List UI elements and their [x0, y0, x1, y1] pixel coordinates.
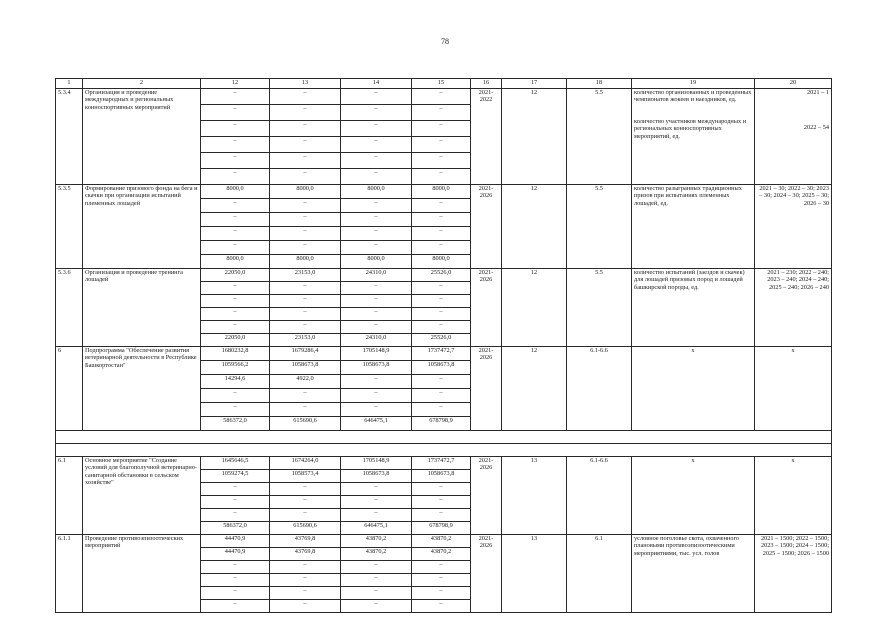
program-table [55, 78, 832, 613]
target-value: 2022 – 54 [803, 124, 829, 132]
measure-name: Формирование призового фонда на бега и скачки при организации испытаний племенных лошадей [83, 185, 201, 269]
indicator-cell [632, 347, 755, 431]
indicator-cell [632, 535, 755, 613]
value-cell: – [412, 282, 471, 295]
value-cell: 22050,0 [201, 334, 270, 347]
col17-cell: 12 [502, 269, 567, 347]
indicator-text: количество разыгранных традиционных призов при испытаниях племенных лошадей, ед. [634, 185, 742, 207]
value-cell: – [412, 121, 471, 137]
value-cell: 1705148,9 [341, 347, 412, 361]
value-cell: – [201, 403, 270, 417]
value-cell: – [341, 375, 412, 389]
table-row [56, 347, 832, 361]
table-row [56, 457, 832, 470]
value-cell: – [341, 199, 412, 213]
target-value: 2021 – 1500; 2022 – 1500; 2023 – 1500; 2024 – 1500; 2025 – 1500; 2026 – 1500 [760, 535, 829, 557]
value-cell: – [341, 213, 412, 227]
row-number: 6.1 [56, 457, 83, 535]
value-cell: – [341, 496, 412, 509]
value-cell: – [412, 561, 471, 574]
value-cell: – [341, 308, 412, 321]
value-cell: 1059274,5 [201, 470, 270, 483]
value-cell: – [341, 483, 412, 496]
value-cell: 23153,0 [270, 269, 341, 282]
value-cell: 1058673,8 [412, 361, 471, 375]
value-cell: – [341, 137, 412, 153]
separator-row [56, 444, 832, 457]
value-cell: 646475,1 [341, 522, 412, 535]
value-cell: – [201, 483, 270, 496]
value-cell: – [201, 574, 270, 587]
indicator-text: x [691, 347, 695, 354]
value-cell: – [270, 121, 341, 137]
value-cell: – [270, 282, 341, 295]
value-cell: – [270, 105, 341, 121]
value-cell: 8000,0 [341, 185, 412, 199]
col-header: 13 [270, 79, 341, 89]
col18-cell: 6.1-6.6 [567, 347, 632, 431]
value-cell: 1058673,8 [412, 470, 471, 483]
value-cell: – [341, 227, 412, 241]
value-cell: – [341, 574, 412, 587]
indicator-text: количество испытаний (заездов и скачек) для лошадей призовых пород и лошадей башкирской породы, ед. [634, 269, 745, 291]
value-cell: 1737472,7 [412, 347, 471, 361]
value-cell: 43870,2 [412, 548, 471, 561]
value-cell: – [201, 105, 270, 121]
value-cell: 586372,0 [201, 522, 270, 535]
value-cell: – [412, 227, 471, 241]
value-cell: – [341, 403, 412, 417]
value-cell: – [341, 509, 412, 522]
value-cell: – [201, 241, 270, 255]
value-cell: – [270, 587, 341, 600]
period-cell: 2021-2026 [471, 535, 502, 613]
value-cell: 43870,2 [412, 535, 471, 548]
value-cell: 43769,8 [270, 535, 341, 548]
period-cell: 2021-2022 [471, 89, 502, 185]
value-cell: – [270, 496, 341, 509]
value-cell: 22050,0 [201, 269, 270, 282]
value-cell: 43870,2 [341, 548, 412, 561]
value-cell: 1058673,8 [270, 361, 341, 375]
col-header: 17 [502, 79, 567, 89]
value-cell: – [412, 509, 471, 522]
value-cell: – [270, 153, 341, 169]
indicator-text: количество организованных и проведенных чемпионатов жокеев и наездников, ед. [634, 89, 752, 104]
target-value: x [791, 347, 795, 354]
col17-cell: 12 [502, 185, 567, 269]
indicator-text: количество участников международных и региональных конноспортивных мероприятий, ед. [634, 117, 747, 140]
value-cell: – [201, 587, 270, 600]
col-header: 20 [755, 79, 832, 89]
row-number: 6.1.1 [56, 535, 83, 613]
value-cell: – [412, 483, 471, 496]
value-cell: – [270, 169, 341, 185]
value-cell: 646475,1 [341, 417, 412, 431]
col-header: 18 [567, 79, 632, 89]
target-value: x [791, 457, 795, 464]
separator-row [56, 431, 832, 444]
value-cell: – [201, 199, 270, 213]
value-cell: – [412, 199, 471, 213]
table-row [56, 89, 832, 105]
value-cell: – [201, 295, 270, 308]
value-cell: – [270, 227, 341, 241]
value-cell: – [341, 561, 412, 574]
value-cell: 1679286,4 [270, 347, 341, 361]
target-value: 2021 – 230; 2022 – 240; 2023 – 240; 2024 – 240; 2025 – 240; 2026 – 240 [767, 269, 829, 291]
value-cell: – [270, 509, 341, 522]
value-cell: – [270, 241, 341, 255]
value-cell: – [341, 587, 412, 600]
value-cell: – [201, 496, 270, 509]
col18-cell: 6.1 [567, 535, 632, 613]
value-cell: 8000,0 [270, 255, 341, 269]
value-cell: – [412, 241, 471, 255]
value-cell: – [201, 321, 270, 334]
col18-cell: 6.1-6.6 [567, 457, 632, 535]
table-row [56, 535, 832, 548]
value-cell: – [270, 213, 341, 227]
col17-cell: 12 [502, 347, 567, 431]
value-cell: – [270, 295, 341, 308]
value-cell: 8000,0 [412, 185, 471, 199]
value-cell: 44470,9 [201, 548, 270, 561]
col17-cell: 12 [502, 89, 567, 185]
value-cell: 1058573,4 [270, 470, 341, 483]
value-cell: – [201, 153, 270, 169]
indicator-text: x [691, 457, 695, 464]
value-cell: – [412, 308, 471, 321]
value-cell: – [270, 600, 341, 613]
value-cell: – [412, 89, 471, 105]
value-cell: 1059566,2 [201, 361, 270, 375]
target-cell [755, 185, 832, 269]
value-cell: 678798,9 [412, 417, 471, 431]
table-row [56, 185, 832, 199]
value-cell: – [412, 153, 471, 169]
target-cell [755, 347, 832, 431]
value-cell: 24310,0 [341, 269, 412, 282]
value-cell: 1705148,9 [341, 457, 412, 470]
target-value: 2021 – 30; 2022 – 30; 2023 – 30; 2024 – 30; 2025 – 30; 2026 – 30 [759, 185, 829, 207]
col17-cell: 13 [502, 457, 567, 535]
target-cell [755, 535, 832, 613]
value-cell: 25526,0 [412, 334, 471, 347]
value-cell: – [201, 227, 270, 241]
value-cell: 14294,6 [201, 375, 270, 389]
value-cell: 23153,0 [270, 334, 341, 347]
target-cell [755, 89, 832, 185]
measure-name: Основное мероприятие "Создание условий для благополучной ветеринарно-санитарной обстановки в сельском хозяйстве" [83, 457, 201, 535]
period-cell: 2021-2026 [471, 269, 502, 347]
value-cell: – [341, 389, 412, 403]
value-cell: – [341, 241, 412, 255]
value-cell: 4922,0 [270, 375, 341, 389]
value-cell: 1674264,0 [270, 457, 341, 470]
row-number: 5.3.6 [56, 269, 83, 347]
period-cell: 2021-2026 [471, 185, 502, 269]
value-cell: – [412, 321, 471, 334]
row-number: 5.3.5 [56, 185, 83, 269]
value-cell: – [341, 295, 412, 308]
col-header: 16 [471, 79, 502, 89]
value-cell: – [201, 169, 270, 185]
value-cell: 615690,6 [270, 522, 341, 535]
value-cell: 586372,0 [201, 417, 270, 431]
period-cell: 2021-2026 [471, 457, 502, 535]
value-cell: – [412, 389, 471, 403]
value-cell: 44470,9 [201, 535, 270, 548]
col17-cell: 13 [502, 535, 567, 613]
indicator-text: условное поголовье скота, охваченного плановыми противоэпизоотическими мероприятиями, тыс. усл. голов [634, 535, 740, 557]
col18-cell: 5.5 [567, 269, 632, 347]
col-header: 15 [412, 79, 471, 89]
value-cell: – [412, 600, 471, 613]
period-cell: 2021-2026 [471, 347, 502, 431]
value-cell: 678798,9 [412, 522, 471, 535]
col18-cell: 5.5 [567, 89, 632, 185]
col18-cell: 5.5 [567, 185, 632, 269]
value-cell: – [341, 105, 412, 121]
target-cell [755, 457, 832, 535]
value-cell: – [201, 561, 270, 574]
target-value: 2021 – 1 [806, 89, 829, 96]
value-cell: – [341, 153, 412, 169]
value-cell: – [201, 137, 270, 153]
separator-cell [56, 431, 832, 444]
value-cell: 25526,0 [412, 269, 471, 282]
value-cell: 1645646,5 [201, 457, 270, 470]
value-cell: – [201, 282, 270, 295]
value-cell: – [201, 509, 270, 522]
measure-name: Проведение противоэпизоотических мероприятий [83, 535, 201, 613]
value-cell: – [270, 574, 341, 587]
value-cell: – [270, 137, 341, 153]
value-cell: – [412, 574, 471, 587]
header-row [56, 79, 832, 89]
separator-cell [56, 444, 832, 457]
value-cell: 8000,0 [201, 255, 270, 269]
indicator-cell [632, 457, 755, 535]
table-row [56, 269, 832, 282]
value-cell: – [412, 105, 471, 121]
value-cell: – [341, 321, 412, 334]
measure-name: Организация и проведение тренинга лошадей [83, 269, 201, 347]
measure-name: Организация и проведение международных и региональных конноспортивных мероприятий [83, 89, 201, 185]
value-cell: – [270, 561, 341, 574]
target-cell [755, 269, 832, 347]
value-cell: – [412, 137, 471, 153]
value-cell: 8000,0 [412, 255, 471, 269]
value-cell: – [201, 389, 270, 403]
value-cell: – [341, 169, 412, 185]
value-cell: – [270, 199, 341, 213]
value-cell: – [270, 89, 341, 105]
value-cell: – [412, 213, 471, 227]
col-header: 1 [56, 79, 83, 89]
value-cell: – [201, 121, 270, 137]
col-header: 12 [201, 79, 270, 89]
value-cell: 43769,8 [270, 548, 341, 561]
value-cell: 8000,0 [270, 185, 341, 199]
value-cell: – [341, 89, 412, 105]
value-cell: 43870,2 [341, 535, 412, 548]
value-cell: 615690,6 [270, 417, 341, 431]
value-cell: – [270, 403, 341, 417]
value-cell: 1680232,8 [201, 347, 270, 361]
value-cell: – [412, 403, 471, 417]
value-cell: – [412, 169, 471, 185]
value-cell: – [341, 282, 412, 295]
indicator-cell [632, 269, 755, 347]
value-cell: – [201, 213, 270, 227]
col-header: 14 [341, 79, 412, 89]
value-cell: – [412, 295, 471, 308]
value-cell: – [201, 308, 270, 321]
value-cell: – [270, 483, 341, 496]
value-cell: – [412, 496, 471, 509]
indicator-cell [632, 89, 755, 185]
measure-name: Подпрограмма "Обеспечение развития ветеринарной деятельности в Республике Башкортостан" [83, 347, 201, 431]
col-header: 2 [83, 79, 201, 89]
row-number: 5.3.4 [56, 89, 83, 185]
value-cell: – [201, 600, 270, 613]
value-cell: – [270, 321, 341, 334]
value-cell: 24310,0 [341, 334, 412, 347]
value-cell: 8000,0 [341, 255, 412, 269]
value-cell: 1737472,7 [412, 457, 471, 470]
value-cell: – [270, 308, 341, 321]
row-number: 6 [56, 347, 83, 431]
value-cell: – [341, 600, 412, 613]
value-cell: 8000,0 [201, 185, 270, 199]
value-cell: – [270, 389, 341, 403]
value-cell: 1058673,8 [341, 470, 412, 483]
value-cell: 1058673,8 [341, 361, 412, 375]
value-cell: – [412, 375, 471, 389]
indicator-cell [632, 185, 755, 269]
value-cell: – [341, 121, 412, 137]
value-cell: – [412, 587, 471, 600]
page-number: 78 [441, 37, 449, 46]
value-cell: – [201, 89, 270, 105]
col-header: 19 [632, 79, 755, 89]
